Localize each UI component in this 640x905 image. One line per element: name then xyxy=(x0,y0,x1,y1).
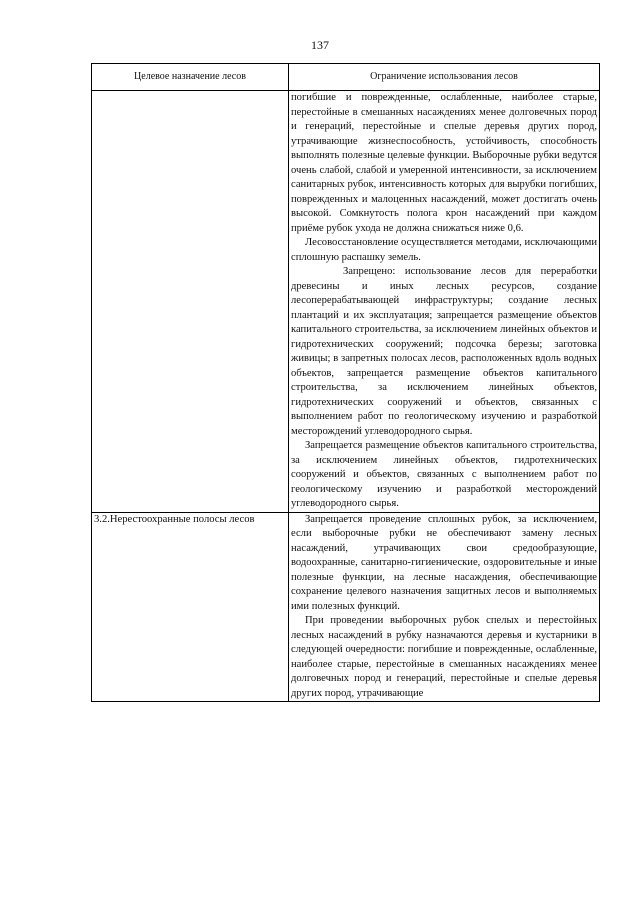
restrictions-cell xyxy=(289,91,600,513)
forest-use-table xyxy=(91,63,600,702)
restriction-paragraph: Запрещено: использование лесов для переработки древесины и иных лесных ресурсов, создание лесоперерабатывающей инфраструктуры; создание лесных плантаций и их эксплуатация; запрещается размещение объектов капитального строительства, за исключением линейных объектов и гидротехнических сооружений; подсочка березы; заготовка живицы; в запретных полосах лесов, расположенных вдоль водных объектов, запрещается размещение объектов капитального строительства, за исключением линейных объектов, гидротехнических сооружений и объектов, связанных с выполнением работ по геологическому изучению и разработкой месторождений углеводородного сырья. xyxy=(291,266,597,437)
table-row xyxy=(92,512,600,702)
purpose-cell xyxy=(92,91,289,513)
page-number: 137 xyxy=(311,38,329,52)
header-purpose: Целевое назначение лесов xyxy=(92,64,289,91)
purpose-cell: 3.2.Нерестоохранные полосы лесов xyxy=(92,512,289,702)
restrictions-cell xyxy=(289,512,600,702)
restriction-paragraph: При проведении выборочных рубок спелых и перестойных лесных насаждений в рубку назначаются деревья и кустарники в следующей очередности: погибшие и поврежденные, ослабленные, наиболее старые, перестойные в смешанных насаждениях менее долговечных пород и генераций, перестойные и спелые деревья других пород, утрачивающие xyxy=(291,615,597,699)
table-header-row xyxy=(92,64,600,91)
table-row xyxy=(92,91,600,513)
restriction-paragraph: погибшие и поврежденные, ослабленные, наиболее старые, перестойные в смешанных насаждениях менее долговечных пород и генераций, перестойные и спелые деревья других пород, утрачивающие жизнеспособность, устойчивость, способность выполнять полезные целевые функции. Выборочные рубки ведутся очень слабой, слабой и умеренной интенсивности, за исключением санитарных рубок, интенсивность которых для вырубки погибших, поврежденных и малоценных насаждений, может достигать очень высокой. Сомкнутость полога крон насаждений при каждом приёме рубок ухода не должна снижаться ниже 0,6. xyxy=(291,92,597,234)
restriction-paragraph: Запрещается проведение сплошных рубок, за исключением, если выборочные рубки не обеспечивают замену лесных насаждений, утрачивающих свои средообразующие, водоохранные, санитарно-гигиенические, оздоровительные и иные полезные функции, на лесные насаждения, обеспечивающие сохранение целевого назначения защитных лесов и выполняемых ими полезных функций. xyxy=(291,513,597,612)
restriction-paragraph: Лесовосстановление осуществляется методами, исключающими сплошную распашку земель. xyxy=(291,237,597,263)
restriction-paragraph: Запрещается размещение объектов капитального строительства, за исключением линейных объектов, гидротехнических сооружений и объектов, связанных с выполнением работ по геологическому изучению и разработкой месторождений углеводородного сырья. xyxy=(291,440,597,509)
header-restrictions: Ограничение использования лесов xyxy=(289,64,600,91)
